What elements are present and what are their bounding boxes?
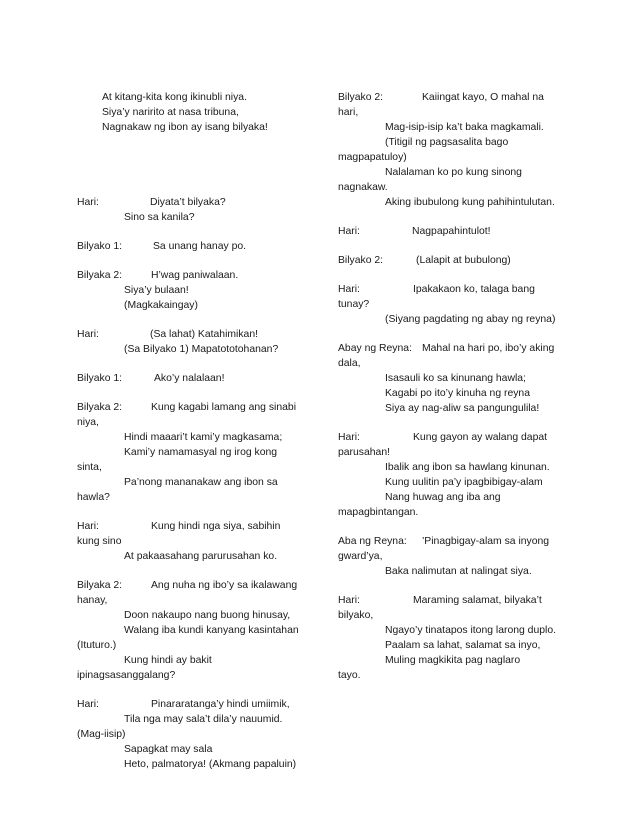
dialogue-line: Aking ibubulong kung pahihintulutan. xyxy=(385,197,555,208)
dialogue-line: Kagabi po ito’y kinuha ng reyna xyxy=(385,388,530,399)
dialogue-line: (Siyang pagdating ng abay ng reyna) xyxy=(385,314,556,325)
dialogue-line: Kung hindi ay bakit xyxy=(124,655,212,666)
dialogue-line: (Sa Bilyako 1) Mapatototohanan? xyxy=(124,344,279,355)
dialogue-block xyxy=(77,697,311,772)
dialogue-line: Paalam sa lahat, salamat sa inyo, xyxy=(385,640,541,651)
dialogue-line: (Magkakaingay) xyxy=(124,300,198,311)
dialogue-line: Nang huwag ang iba ang xyxy=(385,492,501,503)
dialogue-line: ’Pinagbigay-alam sa inyong xyxy=(422,536,550,547)
dialogue-line: mapagbintangan. xyxy=(338,507,419,518)
speaker-name: Bilyaka 2: xyxy=(77,402,123,413)
dialogue-line: hanay, xyxy=(77,595,108,606)
dialogue-line: Mag-isip-isip ka’t baka magkamali. xyxy=(385,122,544,133)
dialogue-line: tayo. xyxy=(338,670,361,681)
dialogue-line: bilyako, xyxy=(338,610,374,621)
speaker-name: Hari: xyxy=(338,226,360,237)
speaker-name: Hari: xyxy=(338,284,360,295)
dialogue-line: Kung uulitin pa’y ipagbibigay-alam xyxy=(385,477,543,488)
dialogue-line: Diyata’t bilyaka? xyxy=(150,197,226,208)
dialogue-line: Hindi maaari’t kami’y magkasama; xyxy=(124,432,283,443)
dialogue-block xyxy=(338,534,570,579)
dialogue-block xyxy=(338,90,570,210)
dialogue-block xyxy=(338,430,570,520)
dialogue-line: H’wag paniwalaan. xyxy=(151,270,239,281)
speaker-name: Hari: xyxy=(338,432,360,443)
intro-line: Siya’y naririto at nasa tribuna, xyxy=(102,107,239,118)
dialogue-line: Kaiingat kayo, O mahal na xyxy=(422,92,544,103)
dialogue-line: Doon nakaupo nang buong hinusay, xyxy=(124,610,291,621)
speaker-name: Bilyako 2: xyxy=(338,92,384,103)
dialogue-line: (Lalapit at bubulong) xyxy=(416,255,511,266)
dialogue-line: sinta, xyxy=(77,462,102,473)
dialogue-block xyxy=(77,578,311,683)
dialogue-block xyxy=(77,400,311,505)
dialogue-line: kung sino xyxy=(77,536,122,547)
dialogue-line: Ibalik ang ibon sa hawlang kinunan. xyxy=(385,462,550,473)
dialogue-line: (Mag-iisip) xyxy=(77,729,126,740)
dialogue-block xyxy=(77,239,311,254)
dialogue-line: tunay? xyxy=(338,299,370,310)
dialogue-block xyxy=(77,371,311,386)
dialogue-block xyxy=(77,268,311,313)
dialogue-line: Kami’y namamasyal ng irog kong xyxy=(124,447,278,458)
left-column xyxy=(77,90,311,772)
dialogue-line: Mahal na hari po, ibo’y aking xyxy=(422,343,555,354)
speaker-name: Abay ng Reyna: xyxy=(338,343,412,354)
dialogue-line: Siya’y bulaan! xyxy=(124,285,189,296)
dialogue-line: Maraming salamat, bilyaka’t xyxy=(413,595,542,606)
dialogue-line: Isasauli ko sa kinunang hawla; xyxy=(385,373,526,384)
dialogue-line: Ipakakaon ko, talaga bang xyxy=(413,284,535,295)
right-column xyxy=(338,90,570,683)
speaker-name: Hari: xyxy=(77,197,99,208)
dialogue-line: Tila nga may sala’t dila’y nauumid. xyxy=(124,714,283,725)
speaker-name: Hari: xyxy=(77,699,99,710)
dialogue-line: Pinararatanga’y hindi umiimik, xyxy=(151,699,290,710)
speaker-name: Hari: xyxy=(338,595,360,606)
dialogue-line: Ang nuha ng ibo’y sa ikalawang xyxy=(151,580,298,591)
speaker-name: Bilyaka 2: xyxy=(77,580,123,591)
dialogue-line: niya, xyxy=(77,417,99,428)
dialogue-line: (Titigil ng pagsasalita bago xyxy=(385,137,509,148)
dialogue-block xyxy=(77,519,311,564)
dialogue-line: Siya ay nag-aliw sa pangungulila! xyxy=(385,403,540,414)
speaker-name: Aba ng Reyna: xyxy=(338,536,407,547)
dialogue-line: parusahan! xyxy=(338,447,390,458)
dialogue-line: nagnakaw. xyxy=(338,182,388,193)
speaker-name: Hari: xyxy=(77,521,99,532)
dialogue-line: (Ituturo.) xyxy=(77,640,117,651)
dialogue-block xyxy=(77,327,311,357)
dialogue-line: magpapatuloy) xyxy=(338,152,407,163)
intro-line: Nagnakaw ng ibon ay isang bilyaka! xyxy=(102,122,268,133)
dialogue-line: Baka nalimutan at nalingat siya. xyxy=(385,566,532,577)
dialogue-line: hawla? xyxy=(77,492,110,503)
intro-verse xyxy=(77,90,311,135)
dialogue-line: Nagpapahintulot! xyxy=(412,226,491,237)
dialogue-line: (Sa lahat) Katahimikan! xyxy=(150,329,259,340)
dialogue-block xyxy=(338,593,570,683)
speaker-name: Bilyako 2: xyxy=(338,255,384,266)
dialogue-line: ipinagsasanggalang? xyxy=(77,670,176,681)
dialogue-line: Walang iba kundi kanyang kasintahan xyxy=(124,625,299,636)
dialogue-line: Nalalaman ko po kung sinong xyxy=(385,167,522,178)
dialogue-line: Heto, palmatorya! (Akmang papaluin) xyxy=(124,759,297,770)
dialogue-line: Kung gayon ay walang dapat xyxy=(413,432,548,443)
dialogue-line: Muling magkikita pag naglaro xyxy=(385,655,521,666)
dialogue-line: Kung kagabi lamang ang sinabi xyxy=(151,402,296,413)
dialogue-line: At pakaasahang parurusahan ko. xyxy=(124,551,278,562)
dialogue-line: hari, xyxy=(338,107,359,118)
speaker-name: Bilyako 1: xyxy=(77,241,123,252)
dialogue-line: Sa unang hanay po. xyxy=(153,241,247,252)
dialogue-block xyxy=(338,253,570,268)
dialogue-block xyxy=(338,224,570,239)
dialogue-line: Pa’nong mananakaw ang ibon sa xyxy=(124,477,278,488)
dialogue-line: Sapagkat may sala xyxy=(124,744,213,755)
speaker-name: Bilyako 1: xyxy=(77,373,123,384)
speaker-name: Hari: xyxy=(77,329,99,340)
dialogue-line: dala, xyxy=(338,358,361,369)
dialogue-line: gward’ya, xyxy=(338,551,383,562)
dialogue-block xyxy=(338,282,570,327)
dialogue-block xyxy=(338,341,570,416)
dialogue-line: Kung hindi nga siya, sabihin xyxy=(151,521,281,532)
speaker-name: Bilyaka 2: xyxy=(77,270,123,281)
dialogue-line: Ako’y nalalaan! xyxy=(154,373,225,384)
intro-line: At kitang-kita kong ikinubli niya. xyxy=(102,92,247,103)
dialogue-line: Sino sa kanila? xyxy=(124,212,195,223)
dialogue-block xyxy=(77,195,311,225)
dialogue-line: Ngayo’y tinatapos itong larong duplo. xyxy=(385,625,556,636)
